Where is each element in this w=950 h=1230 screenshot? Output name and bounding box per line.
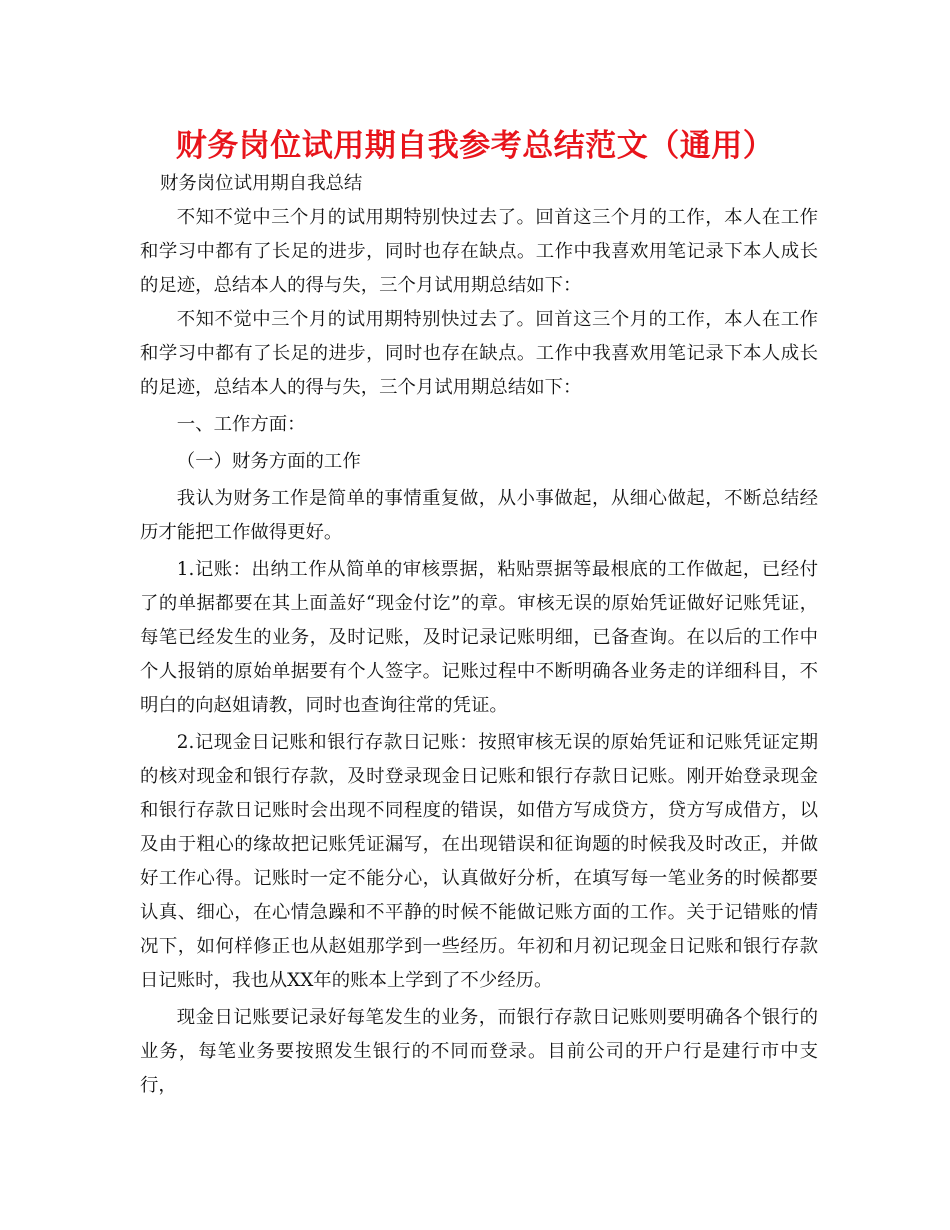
document-body (140, 167, 818, 1103)
paragraph-journal: 2.记现金日记账和银行存款日记账：按照审核无误的原始凭证和记账凭证定期的核对现金和银行存款，及时登录现金日记账和银行存款日记账。刚开始登录现金和银行存款日记账时会出现不同程度的错误，如借方写成贷方，贷方写成借方，以及由于粗心的缘故把记账凭证漏写，在出现错误和征询题的时候我及时改正，并做好工作心得。记账时一定不能分心，认真做好分析，在填写每一笔业务的时候都要认真、细心，在心情急躁和不平静的时候不能做记账方面的工作。关于记错账的情况下，如何样修正也从赵姐那学到一些经历。年初和月初记现金日记账和银行存款日记账时，我也从XX年的账本上学到了不少经历。 (140, 732, 818, 991)
paragraph-bookkeeping: 1.记账：出纳工作从简单的审核票据，粘贴票据等最根底的工作做起，已经付了的单据都要在其上面盖好“现金付讫”的章。审核无误的原始凭证做好记账凭证，每笔已经发生的业务，及时记账，及时记录记账明细，已备查询。在以后的工作中个人报销的原始单据要有个人签字。记账过程中不断明确各业务走的详细科目，不明白的向赵姐请教，同时也查询往常的凭证。 (140, 559, 818, 716)
section-heading-work: 一、工作方面： (176, 414, 306, 435)
paragraph-intro-2: 不知不觉中三个月的试用期特别快过去了。回首这三个月的工作，本人在工作和学习中都有了长足的进步，同时也存在缺点。工作中我喜欢用笔记录下本人成长的足迹，总结本人的得与失，三个月试用期总结如下： (140, 309, 818, 398)
paragraph-intro-1: 不知不觉中三个月的试用期特别快过去了。回首这三个月的工作，本人在工作和学习中都有了长足的进步，同时也存在缺点。工作中我喜欢用笔记录下本人成长的足迹，总结本人的得与失，三个月试用期总结如下： (140, 207, 818, 296)
document-title: 财务岗位试用期自我参考总结范文（通用） (175, 128, 775, 164)
paragraph-finance-summary: 我认为财务工作是简单的事情重复做，从小事做起，从细心做起，不断总结经历才能把工作做得更好。 (140, 488, 818, 543)
paragraph-cash-journal: 现金日记账要记录好每笔发生的业务，而银行存款日记账则要明确各个银行的业务，每笔业务要按照发生银行的不同而登录。目前公司的开户行是建行市中支行， (140, 1007, 818, 1096)
subsection-heading-finance: （一）财务方面的工作 (176, 451, 361, 472)
document-subtitle: 财务岗位试用期自我总结 (160, 173, 363, 194)
